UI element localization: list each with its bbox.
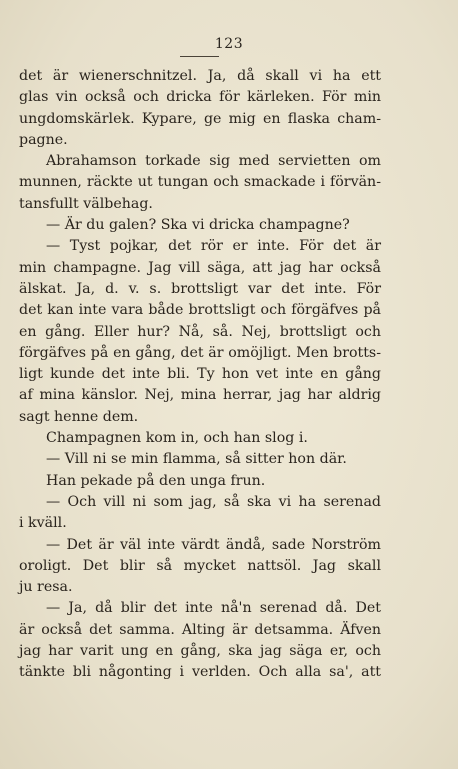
text-line: oroligt. Det blir så mycket nattsöl. Jag skall <box>19 557 381 574</box>
text-line: ju resa. <box>19 579 73 596</box>
text-line: min champagne. Jag vill säga, att jag har också <box>19 259 381 276</box>
text-line: ungdomskärlek. Kypare, ge mig en flaska cham- <box>19 110 381 127</box>
text-line: Champagnen kom in, och han slog i. <box>46 430 308 447</box>
body-text <box>19 66 381 684</box>
text-line: munnen, räckte ut tungan och smackade i förvän- <box>19 174 381 191</box>
text-line: tansfullt välbehag. <box>19 195 153 212</box>
text-line: — Och vill ni som jag, så ska vi ha serenad <box>46 493 381 510</box>
text-line: — Vill ni se min flamma, så sitter hon där. <box>46 451 347 468</box>
text-line: glas vin också och dricka för kärleken. För min <box>19 89 381 106</box>
text-line: Han pekade på den unga frun. <box>46 472 266 489</box>
text-line: pagne. <box>19 131 68 148</box>
text-line: — Tyst pojkar, det rör er inte. För det är <box>46 238 381 255</box>
text-line: en gång. Eller hur? Nå, så. Nej, brottsligt och <box>19 323 381 340</box>
text-line: — Ja, då blir det inte nå'n serenad då. Det <box>46 600 381 617</box>
text-line: förgäfves på en gång, det är omöjligt. Men brotts- <box>19 344 381 361</box>
text-line: jag har varit ung en gång, ska jag säga er, och <box>19 643 381 660</box>
text-line: tänkte bli någonting i verlden. Och alla sa', att <box>19 664 381 681</box>
text-line: är också det samma. Alting är detsamma. Äfven <box>19 621 381 638</box>
text-line: det är wienerschnitzel. Ja, då skall vi ha ett <box>19 68 381 84</box>
text-line: i kväll. <box>19 515 67 532</box>
text-line: Abrahamson torkade sig med servietten om <box>46 153 381 170</box>
text-line: det kan inte vara både brottsligt och förgäfves på <box>19 302 381 319</box>
text-line: — Är du galen? Ska vi dricka champagne? <box>46 217 350 234</box>
text-line: af mina känslor. Nej, mina herrar, jag har aldrig <box>19 387 381 404</box>
text-line: sagt henne dem. <box>19 408 139 425</box>
text-line: ligt kunde det inte bli. Ty hon vet inte en gång <box>19 366 381 383</box>
header-rule <box>180 56 219 57</box>
text-line: — Det är väl inte värdt ändå, sade Norström <box>46 536 381 553</box>
text-line: älskat. Ja, d. v. s. brottsligt var det inte. För <box>19 280 381 297</box>
page-number: 123 <box>214 36 244 52</box>
